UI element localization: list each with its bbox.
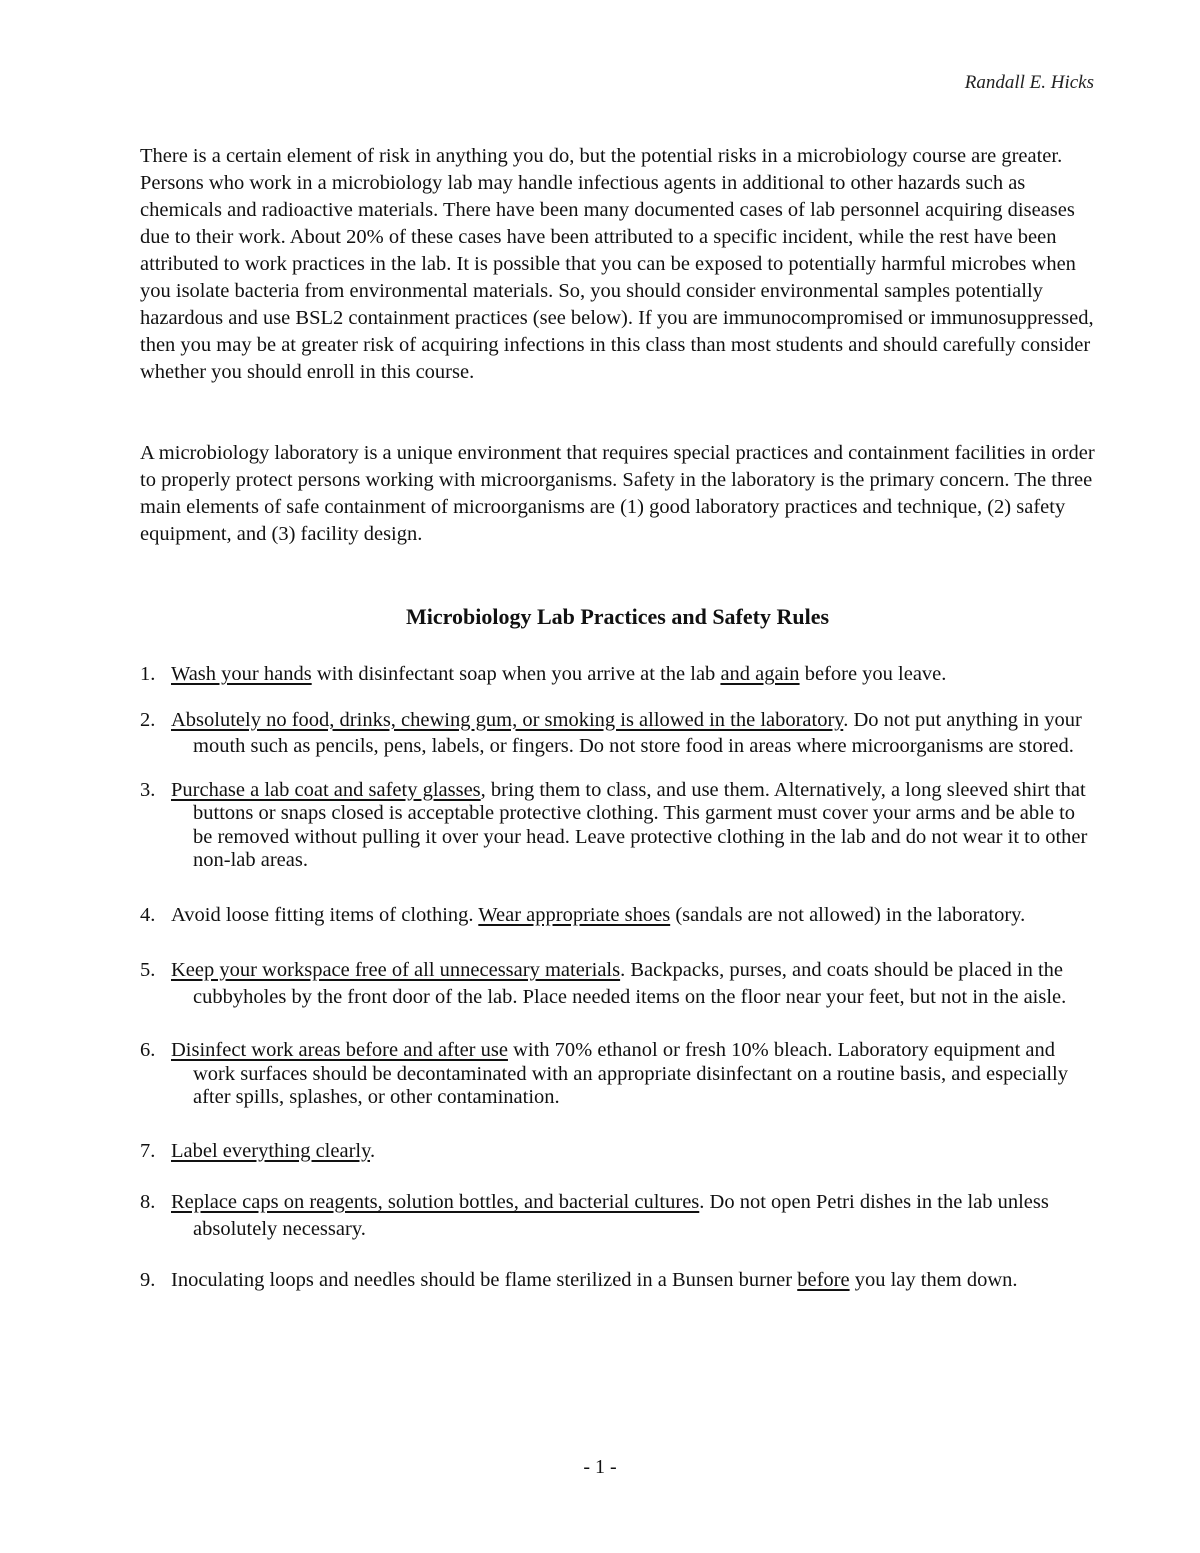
rule-number: 7. [140, 1139, 156, 1162]
rule-item-2 [140, 707, 1095, 760]
rule-text: before you leave. [799, 663, 947, 685]
rule-emphasis-text: and again [720, 663, 800, 685]
rule-emphasis-text: before [797, 1269, 850, 1291]
rule-number: 8. [140, 1191, 156, 1213]
rule-emphasis-text: Replace caps on reagents, solution bottles, and bacterial cultures [171, 1191, 700, 1213]
rule-item-8 [140, 1189, 1095, 1242]
rule-number: 3. [140, 778, 156, 801]
rule-item-6 [140, 1039, 1095, 1110]
rule-number: 5. [140, 959, 156, 981]
rule-text: . Backpacks, purses, and coats should be placed in the cubbyholes by the front door of the lab. Place needed items on the floor near your feet, but not in the aisle. [193, 959, 1067, 1008]
rule-number: 2. [140, 708, 156, 731]
rule-number: 1. [140, 663, 156, 685]
rule-emphasis-text: Absolutely no food, drinks, chewing gum, or smoking is allowed in the laboratory [171, 708, 844, 731]
rule-text: with 70% ethanol or fresh 10% bleach. Laboratory equipment and work surfaces should be decontaminated with an appropriate disinfectant on a routine basis, and especially after spills, splashes, or other contamination. [193, 1039, 1068, 1108]
rule-item-3 [140, 779, 1095, 873]
rule-text: . Do not open Petri dishes in the lab unless absolutely necessary. [193, 1191, 1049, 1240]
rule-text: (sandals are not allowed) in the laboratory. [670, 903, 1026, 926]
safety-rules-list [140, 661, 1095, 1294]
rule-emphasis-text: Wash your hands [171, 663, 312, 685]
rule-number: 4. [140, 903, 156, 926]
author-header: Randall E. Hicks [964, 72, 1094, 93]
page-number: - 1 - [583, 1456, 617, 1478]
rule-text: . [370, 1139, 376, 1162]
rule-text: with disinfectant soap when you arrive at the lab [311, 663, 721, 685]
rule-emphasis-text: Label everything clearly [171, 1139, 371, 1162]
rule-text: Avoid loose fitting items of clothing. [171, 903, 479, 926]
rule-emphasis-text: Purchase a lab coat and safety glasses [171, 778, 481, 801]
rule-text: Inoculating loops and needles should be flame sterilized in a Bunsen burner [171, 1269, 798, 1291]
intro-paragraph-risk: There is a certain element of risk in anything you do, but the potential risks in a microbiology course are greater. Persons who work in a microbiology lab may handle infectious agents in additional to other hazards such as chemicals and radioactive materials. There have been many documented cases of lab personnel acquiring diseases due to their work. About 20% of these cases have been attributed to a specific incident, while the rest have been attributed to work practices in the lab. It is possible that you can be exposed to potentially harmful microbes when you isolate bacteria from environmental materials. So, you should consider environmental samples potentially hazardous and use BSL2 containment practices (see below). If you are immunocompromised or immunosuppressed, then you may be at greater risk of acquiring infections in this class than most students and should carefully consider whether you should enroll in this course. [140, 145, 1094, 383]
intro-paragraph-laboratory: A microbiology laboratory is a unique environment that requires special practices and containment facilities in order to properly protect persons working with microorganisms. Safety in the laboratory is the primary concern. The three main elements of safe containment of microorganisms are (1) good laboratory practices and technique, (2) safety equipment, and (3) facility design. [140, 442, 1095, 545]
rule-item-4 [140, 902, 1095, 929]
rule-item-5 [140, 957, 1095, 1010]
rule-text: you lay them down. [849, 1269, 1018, 1291]
rule-item-1 [140, 661, 1095, 688]
rule-emphasis-text: Disinfect work areas before and after use [171, 1039, 508, 1061]
rule-item-7 [140, 1138, 1095, 1165]
rule-item-9 [140, 1267, 1095, 1294]
rule-text: , bring them to class, and use them. Alternatively, a long sleeved shirt that buttons or snaps closed is acceptable protective clothing. This garment must cover your arms and be able to be removed without pulling it over your head. Leave protective clothing in the lab and do not wear it to other non-lab areas. [193, 778, 1088, 871]
rule-emphasis-text: Keep your workspace free of all unnecessary materials [171, 959, 621, 981]
rule-number: 9. [140, 1269, 156, 1291]
section-title: Microbiology Lab Practices and Safety Rules [405, 604, 830, 629]
rule-text: . Do not put anything in your mouth such as pencils, pens, labels, or fingers. Do not store food in areas where microorganisms are stored. [193, 708, 1082, 757]
rule-emphasis-text: Wear appropriate shoes [478, 903, 671, 926]
rule-number: 6. [140, 1039, 156, 1061]
